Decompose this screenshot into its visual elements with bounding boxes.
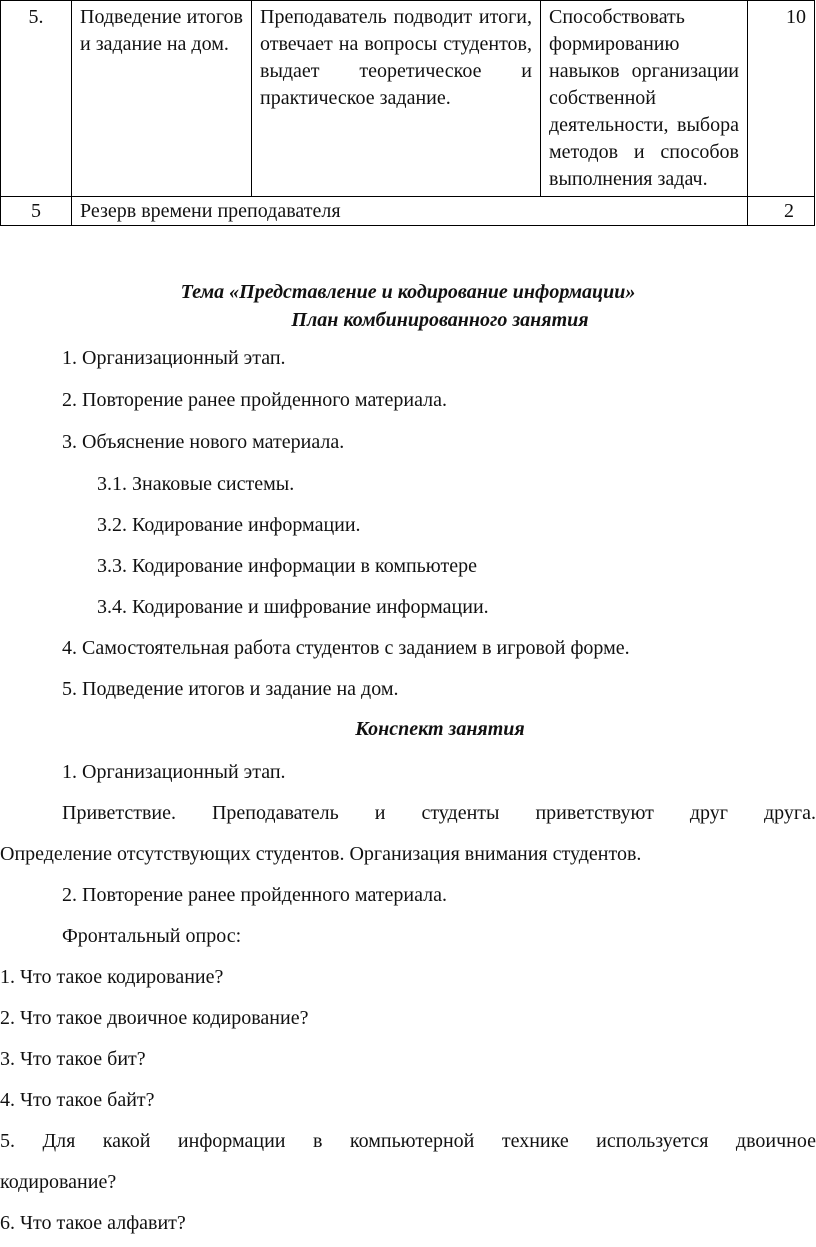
cell-goal: Способствовать формированию навыков организации собственной деятельности, выбора методов и способов выполнения задач. (541, 1, 748, 197)
plan-item: 5. Подведение итогов и задание на дом. (62, 678, 399, 700)
lesson-table (0, 0, 815, 226)
plan-item: 1. Организационный этап. (62, 347, 286, 369)
cell-minutes: 10 (748, 1, 815, 197)
plan-subitem: 3.4. Кодирование и шифрование информации. (97, 596, 489, 618)
topic-title: Тема «Представление и кодирование информации» (180, 281, 636, 303)
table-row (1, 197, 815, 226)
question-item: 3. Что такое бит? (0, 1048, 146, 1070)
plan-subitem: 3.3. Кодирование информации в компьютере (97, 555, 477, 577)
question-item: 5. Для какой информации в компьютерной технике используется двоичное (0, 1130, 816, 1152)
cell-stage: Подведение итогов и задание на дом. (72, 1, 252, 197)
question-item: 2. Что такое двоичное кодирование? (0, 1007, 309, 1029)
question-item: 6. Что такое алфавит? (0, 1212, 186, 1234)
plan-item: 2. Повторение ранее пройденного материала. (62, 389, 448, 411)
greeting-line: Приветствие. Преподаватель и студенты приветствуют друг друга. (62, 802, 816, 824)
plan-item: 4. Самостоятельная работа студентов с заданием в игровой форме. (62, 637, 630, 659)
summary-step: 1. Организационный этап. (62, 761, 286, 783)
plan-subitem: 3.1. Знаковые системы. (97, 473, 295, 495)
question-item-continuation: кодирование? (0, 1171, 117, 1193)
cell-number: 5 (1, 197, 72, 226)
table-row (1, 1, 815, 197)
cell-teacher-activity: Преподаватель подводит итоги, отвечает на вопросы студентов, выдает теоретическое и практическое задание. (252, 1, 541, 197)
plan-title: План комбинированного занятия (291, 309, 589, 331)
summary-title: Конспект занятия (355, 718, 525, 740)
cell-reserve-label: Резерв времени преподавателя (72, 197, 748, 226)
question-item: 4. Что такое байт? (0, 1089, 155, 1111)
summary-step: 2. Повторение ранее пройденного материала. (62, 884, 448, 906)
plan-subitem: 3.2. Кодирование информации. (97, 514, 361, 536)
survey-label: Фронтальный опрос: (62, 925, 242, 947)
plan-item: 3. Объяснение нового материала. (62, 431, 345, 453)
cell-number: 5. (1, 1, 72, 197)
cell-minutes: 2 (748, 197, 815, 226)
greeting-line: Определение отсутствующих студентов. Организация внимания студентов. (0, 843, 642, 865)
question-item: 1. Что такое кодирование? (0, 966, 224, 988)
